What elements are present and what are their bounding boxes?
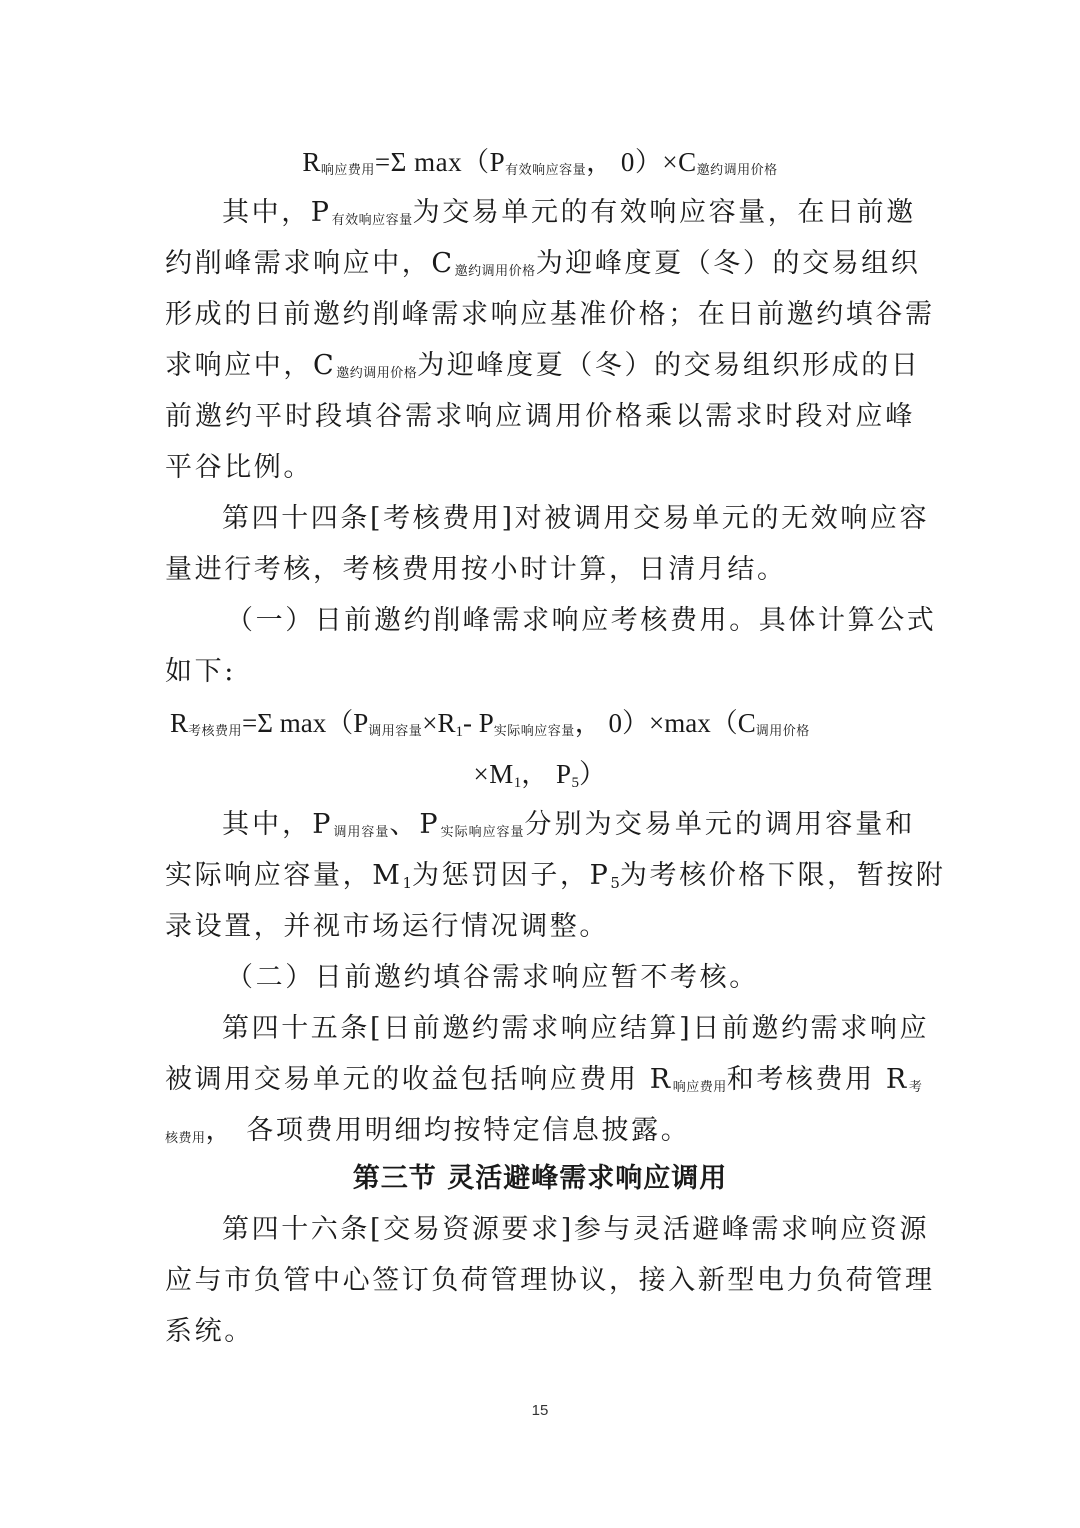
paragraph-line: 平谷比例。 (165, 452, 313, 483)
paragraph-line: 形成的日前邀约削峰需求响应基准价格；在日前邀约填谷需 (165, 299, 935, 330)
paragraph-line: 约削峰需求响应中，$C_{邀约调用价格}$为迎峰度夏（冬）的交易组织 (165, 248, 921, 279)
paragraph-line: 前邀约平时段填谷需求响应调用价格乘以需求时段对应峰 (165, 401, 915, 432)
page-number: 15 (531, 1402, 549, 1419)
paragraph-line: 其中，$P_{有效响应容量}$为交易单元的有效响应容量，在日前邀 (222, 197, 916, 228)
article-46-line: 第四十六条[交易资源要求]参与灵活避峰需求响应资源 (222, 1214, 930, 1245)
paragraph-line: 求响应中，$C_{邀约调用价格}$为迎峰度夏（冬）的交易组织形成的日 (165, 350, 921, 381)
formula-response-fee: $R_{响应费用}=\Sigma$ $\max(P_{有效响应容量}$， $0)\times C_{邀约调用价格}$ (302, 147, 778, 177)
item-1-line: 如下: (165, 656, 236, 687)
section-heading: 第三节 灵活避峰需求响应调用 (352, 1163, 728, 1194)
formula-assessment-fee: $R_{考核费用}=\Sigma$ $\max(P_{调用容量}\times R1-$ $P_{实际响应容量}$， $0)\times\max(C_{调用价格}$ (170, 708, 810, 740)
article-45-line: 第四十五条[日前邀约需求响应结算]日前邀约需求响应 (222, 1013, 930, 1044)
article-45-line: 被调用交易单元的收益包括响应费用 $R_{响应费用}$和考核费用 $R_考$ (165, 1064, 923, 1095)
item-2-line: （二）日前邀约填谷需求响应暂不考核。 (226, 962, 759, 993)
article-46-line: 系统。 (165, 1316, 254, 1347)
article-45-line: $_{核费用}$， 各项费用明细均按特定信息披露。 (165, 1115, 691, 1146)
article-46-line: 应与市负管中心签订负荷管理协议，接入新型电力负荷管理 (165, 1265, 935, 1296)
formula-assessment-fee-continued: ×M1， P5） (473, 759, 607, 791)
paragraph-line: 其中，$P_{调用容量}$、$P_{实际响应容量}$分别为交易单元的调用容量和 (222, 809, 915, 840)
article-44-line: 第四十四条[考核费用]对被调用交易单元的无效响应容 (222, 503, 930, 534)
item-1-line: （一）日前邀约削峰需求响应考核费用。具体计算公式 (226, 605, 937, 636)
article-44-line: 量进行考核，考核费用按小时计算，日清月结。 (165, 554, 787, 585)
paragraph-line: 录设置，并视市场运行情况调整。 (165, 911, 609, 942)
paragraph-line: 实际响应容量，M1为惩罚因子，P5为考核价格下限，暂按附 (165, 860, 946, 892)
